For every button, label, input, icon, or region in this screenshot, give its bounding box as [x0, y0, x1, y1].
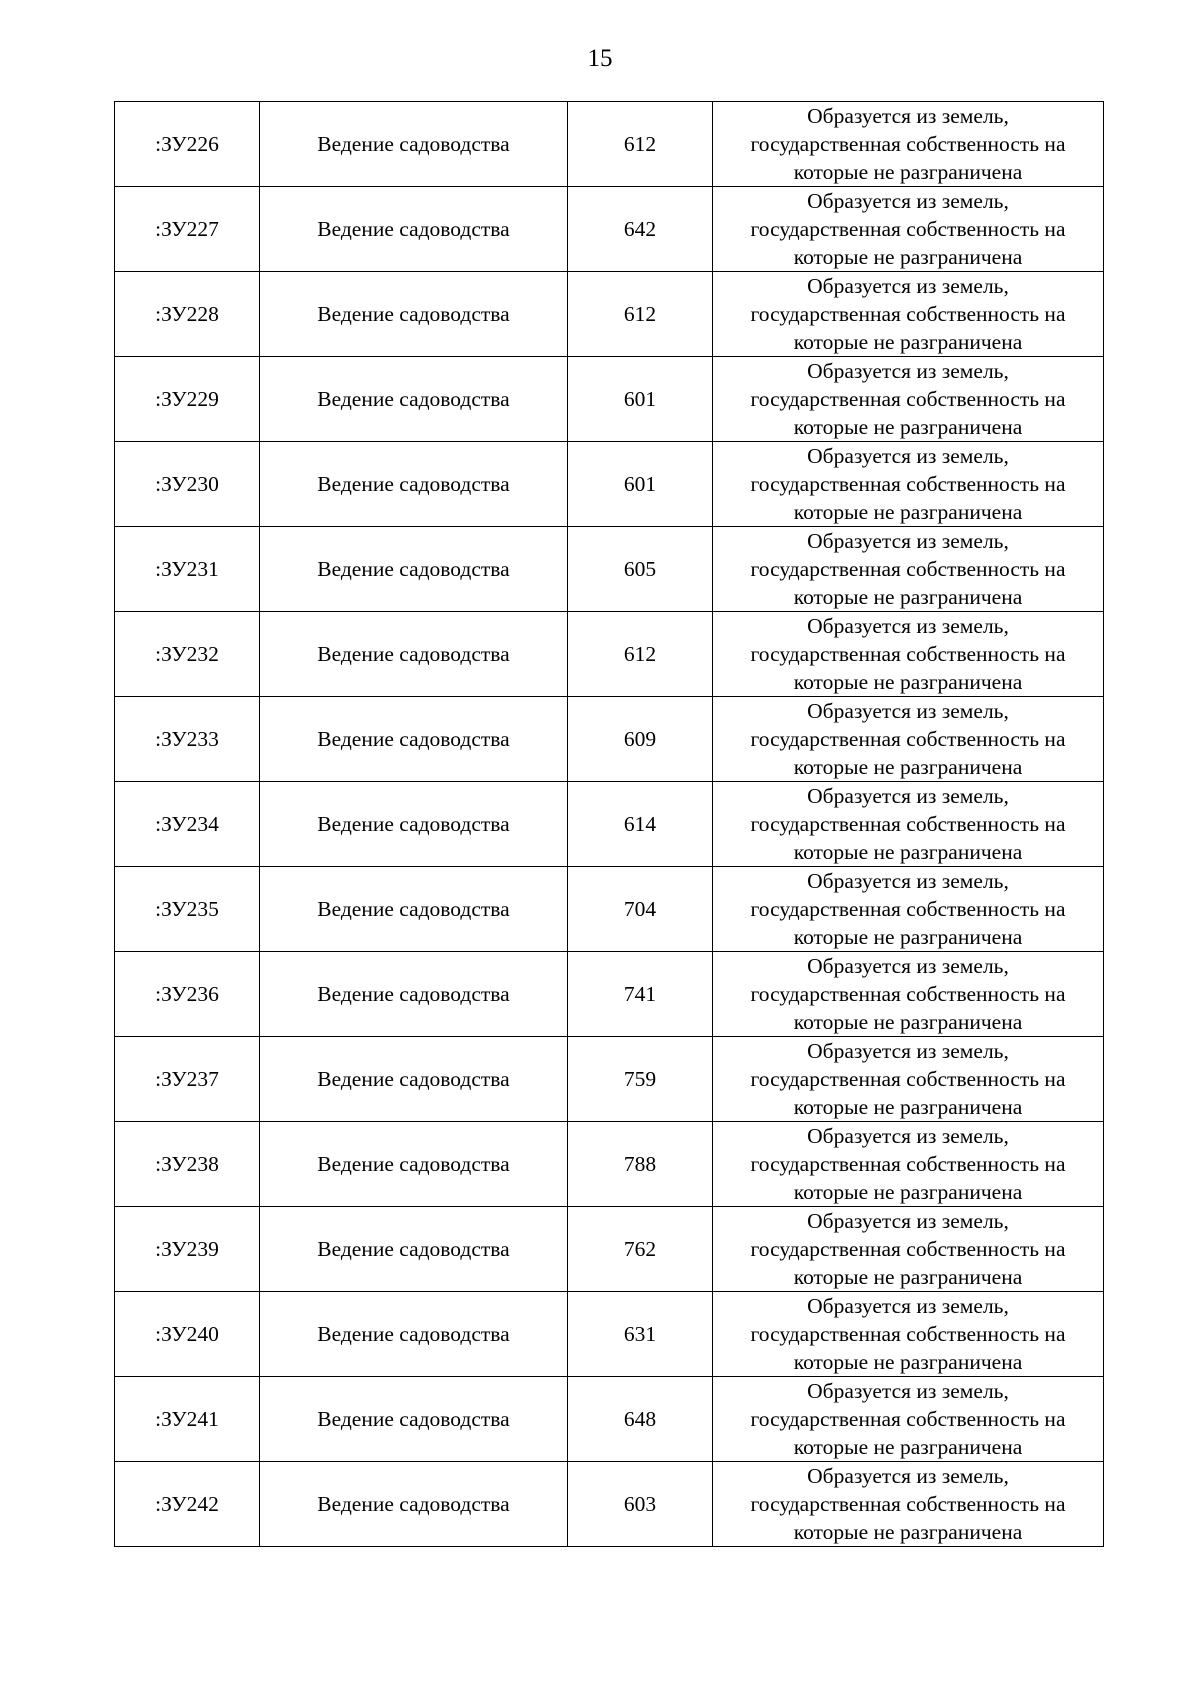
plot-id-cell: :ЗУ242 — [115, 1462, 260, 1547]
permitted-use-cell: Ведение садоводства — [260, 697, 568, 782]
plot-id-cell: :ЗУ229 — [115, 357, 260, 442]
table-row — [115, 1122, 1104, 1207]
note-line: которые не разграничена — [793, 1265, 1023, 1289]
note-line: государственная собственность на — [750, 217, 1066, 241]
note-line: которые не разграничена — [793, 1520, 1023, 1544]
area-cell: 612 — [568, 612, 713, 697]
permitted-use-cell: Ведение садоводства — [260, 612, 568, 697]
note-line: государственная собственность на — [750, 1322, 1066, 1346]
note-line: государственная собственность на — [750, 1492, 1066, 1516]
note-cell — [713, 952, 1104, 1037]
note-cell — [713, 1037, 1104, 1122]
table-row — [115, 1462, 1104, 1547]
table-row — [115, 272, 1104, 357]
permitted-use-cell: Ведение садоводства — [260, 357, 568, 442]
note-line: государственная собственность на — [750, 132, 1066, 156]
note-line: государственная собственность на — [750, 1152, 1066, 1176]
permitted-use-cell: Ведение садоводства — [260, 442, 568, 527]
permitted-use-cell: Ведение садоводства — [260, 187, 568, 272]
note-line: государственная собственность на — [750, 982, 1066, 1006]
page-number: 15 — [587, 45, 613, 72]
note-line: государственная собственность на — [750, 1407, 1066, 1431]
note-cell — [713, 1377, 1104, 1462]
table-row — [115, 697, 1104, 782]
note-cell — [713, 612, 1104, 697]
note-line: Образуется из земель, — [807, 1209, 1009, 1233]
note-cell — [713, 1207, 1104, 1292]
note-line: которые не разграничена — [793, 670, 1023, 694]
area-cell: 788 — [568, 1122, 713, 1207]
permitted-use-cell: Ведение садоводства — [260, 1292, 568, 1377]
note-line: которые не разграничена — [793, 1350, 1023, 1374]
area-cell: 603 — [568, 1462, 713, 1547]
plot-id-cell: :ЗУ234 — [115, 782, 260, 867]
note-cell — [713, 782, 1104, 867]
table-row — [115, 867, 1104, 952]
note-cell — [713, 527, 1104, 612]
permitted-use-cell: Ведение садоводства — [260, 1462, 568, 1547]
note-line: государственная собственность на — [750, 472, 1066, 496]
note-line: Образуется из земель, — [807, 784, 1009, 808]
note-cell — [713, 867, 1104, 952]
note-cell — [713, 1462, 1104, 1547]
note-line: государственная собственность на — [750, 387, 1066, 411]
note-line: Образуется из земель, — [807, 614, 1009, 638]
area-cell: 601 — [568, 442, 713, 527]
area-cell: 612 — [568, 272, 713, 357]
land-plots-table — [114, 101, 1104, 1547]
note-line: которые не разграничена — [793, 925, 1023, 949]
note-line: государственная собственность на — [750, 897, 1066, 921]
table-row — [115, 527, 1104, 612]
area-cell: 741 — [568, 952, 713, 1037]
permitted-use-cell: Ведение садоводства — [260, 1122, 568, 1207]
note-line: которые не разграничена — [793, 330, 1023, 354]
table-row — [115, 1207, 1104, 1292]
permitted-use-cell: Ведение садоводства — [260, 272, 568, 357]
note-cell — [713, 697, 1104, 782]
area-cell: 642 — [568, 187, 713, 272]
plot-id-cell: :ЗУ226 — [115, 102, 260, 187]
plot-id-cell: :ЗУ230 — [115, 442, 260, 527]
table-row — [115, 952, 1104, 1037]
plot-id-cell: :ЗУ227 — [115, 187, 260, 272]
plot-id-cell: :ЗУ236 — [115, 952, 260, 1037]
note-line: которые не разграничена — [793, 1435, 1023, 1459]
table-body — [115, 102, 1104, 1547]
permitted-use-cell: Ведение садоводства — [260, 867, 568, 952]
note-line: государственная собственность на — [750, 812, 1066, 836]
area-cell: 614 — [568, 782, 713, 867]
note-line: которые не разграничена — [793, 840, 1023, 864]
permitted-use-cell: Ведение садоводства — [260, 1377, 568, 1462]
note-line: Образуется из земель, — [807, 1379, 1009, 1403]
note-line: государственная собственность на — [750, 1237, 1066, 1261]
note-cell — [713, 272, 1104, 357]
plot-id-cell: :ЗУ239 — [115, 1207, 260, 1292]
note-line: которые не разграничена — [793, 585, 1023, 609]
plot-id-cell: :ЗУ231 — [115, 527, 260, 612]
permitted-use-cell: Ведение садоводства — [260, 952, 568, 1037]
table-row — [115, 1292, 1104, 1377]
table-row — [115, 102, 1104, 187]
table-row — [115, 612, 1104, 697]
plot-id-cell: :ЗУ237 — [115, 1037, 260, 1122]
plot-id-cell: :ЗУ228 — [115, 272, 260, 357]
note-line: государственная собственность на — [750, 302, 1066, 326]
note-line: Образуется из земель, — [807, 699, 1009, 723]
table-row — [115, 442, 1104, 527]
permitted-use-cell: Ведение садоводства — [260, 1207, 568, 1292]
note-line: Образуется из земель, — [807, 444, 1009, 468]
plot-id-cell: :ЗУ233 — [115, 697, 260, 782]
area-cell: 762 — [568, 1207, 713, 1292]
note-line: которые не разграничена — [793, 755, 1023, 779]
plot-id-cell: :ЗУ240 — [115, 1292, 260, 1377]
note-line: Образуется из земель, — [807, 1464, 1009, 1488]
note-line: государственная собственность на — [750, 557, 1066, 581]
table-row — [115, 357, 1104, 442]
note-line: которые не разграничена — [793, 245, 1023, 269]
note-line: Образуется из земель, — [807, 954, 1009, 978]
area-cell: 605 — [568, 527, 713, 612]
area-cell: 704 — [568, 867, 713, 952]
note-line: государственная собственность на — [750, 642, 1066, 666]
permitted-use-cell: Ведение садоводства — [260, 782, 568, 867]
table-row — [115, 187, 1104, 272]
note-line: Образуется из земель, — [807, 359, 1009, 383]
note-line: которые не разграничена — [793, 1180, 1023, 1204]
plot-id-cell: :ЗУ235 — [115, 867, 260, 952]
note-line: Образуется из земель, — [807, 1039, 1009, 1063]
note-line: которые не разграничена — [793, 500, 1023, 524]
area-cell: 648 — [568, 1377, 713, 1462]
plot-id-cell: :ЗУ238 — [115, 1122, 260, 1207]
note-line: Образуется из земель, — [807, 274, 1009, 298]
table-row — [115, 1377, 1104, 1462]
area-cell: 601 — [568, 357, 713, 442]
note-line: государственная собственность на — [750, 727, 1066, 751]
note-cell — [713, 357, 1104, 442]
note-line: которые не разграничена — [793, 160, 1023, 184]
area-cell: 759 — [568, 1037, 713, 1122]
permitted-use-cell: Ведение садоводства — [260, 102, 568, 187]
permitted-use-cell: Ведение садоводства — [260, 527, 568, 612]
note-line: государственная собственность на — [750, 1067, 1066, 1091]
plot-id-cell: :ЗУ241 — [115, 1377, 260, 1462]
plot-id-cell: :ЗУ232 — [115, 612, 260, 697]
area-cell: 612 — [568, 102, 713, 187]
note-line: которые не разграничена — [793, 1010, 1023, 1034]
table-row — [115, 1037, 1104, 1122]
note-line: Образуется из земель, — [807, 189, 1009, 213]
note-line: которые не разграничена — [793, 1095, 1023, 1119]
table-row — [115, 782, 1104, 867]
area-cell: 631 — [568, 1292, 713, 1377]
permitted-use-cell: Ведение садоводства — [260, 1037, 568, 1122]
note-line: Образуется из земель, — [807, 1294, 1009, 1318]
note-cell — [713, 102, 1104, 187]
note-cell — [713, 1292, 1104, 1377]
note-line: Образуется из земель, — [807, 869, 1009, 893]
note-cell — [713, 187, 1104, 272]
note-line: Образуется из земель, — [807, 1124, 1009, 1148]
note-line: которые не разграничена — [793, 415, 1023, 439]
note-cell — [713, 1122, 1104, 1207]
note-line: Образуется из земель, — [807, 529, 1009, 553]
note-line: Образуется из земель, — [807, 104, 1009, 128]
note-cell — [713, 442, 1104, 527]
area-cell: 609 — [568, 697, 713, 782]
